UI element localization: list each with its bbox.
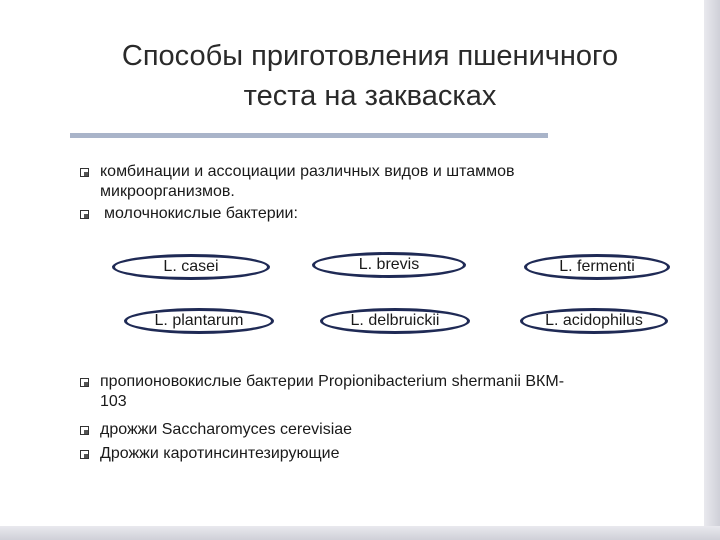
bullet-yeast-carotene: Дрожжи каротинсинтезирующие	[100, 445, 340, 462]
bullet-text-line: комбинации и ассоциации различных видов и штаммов	[100, 163, 515, 180]
bullet-yeast-saccharomyces: дрожжи Saccharomyces cerevisiae	[100, 421, 353, 438]
oval-bacterium-acidophilus: L. acidophilus	[520, 308, 668, 334]
slide-bottom-edge	[0, 526, 720, 540]
title-underline	[70, 133, 548, 138]
bullet-combinations	[100, 162, 515, 202]
bullet-icon	[80, 378, 89, 387]
title-line-1: Способы приготовления пшеничного	[121, 40, 619, 72]
bullet-text-line: микроорганизмов.	[100, 183, 235, 200]
oval-bacterium-casei: L. casei	[112, 254, 270, 280]
oval-bacterium-brevis: L. brevis	[312, 252, 466, 278]
slide-title	[60, 36, 680, 116]
bullet-lactic-bacteria: молочнокислые бактерии:	[104, 205, 298, 222]
bullet-icon	[80, 168, 89, 177]
title-line-2: теста на заквасках	[243, 80, 497, 112]
bullet-icon	[80, 426, 89, 435]
oval-bacterium-plantarum: L. plantarum	[124, 308, 274, 334]
bullet-text-line: пропионовокислые бактерии Propionibacterium shermanii ВКМ-	[100, 373, 565, 390]
slide-right-edge	[704, 0, 720, 540]
oval-bacterium-delbruickii: L. delbruickii	[320, 308, 470, 334]
oval-bacterium-fermenti: L. fermenti	[524, 254, 670, 280]
bullet-text-line: 103	[100, 393, 127, 410]
bullet-icon	[80, 210, 89, 219]
bullet-propionic-bacteria	[100, 372, 564, 412]
bullet-icon	[80, 450, 89, 459]
